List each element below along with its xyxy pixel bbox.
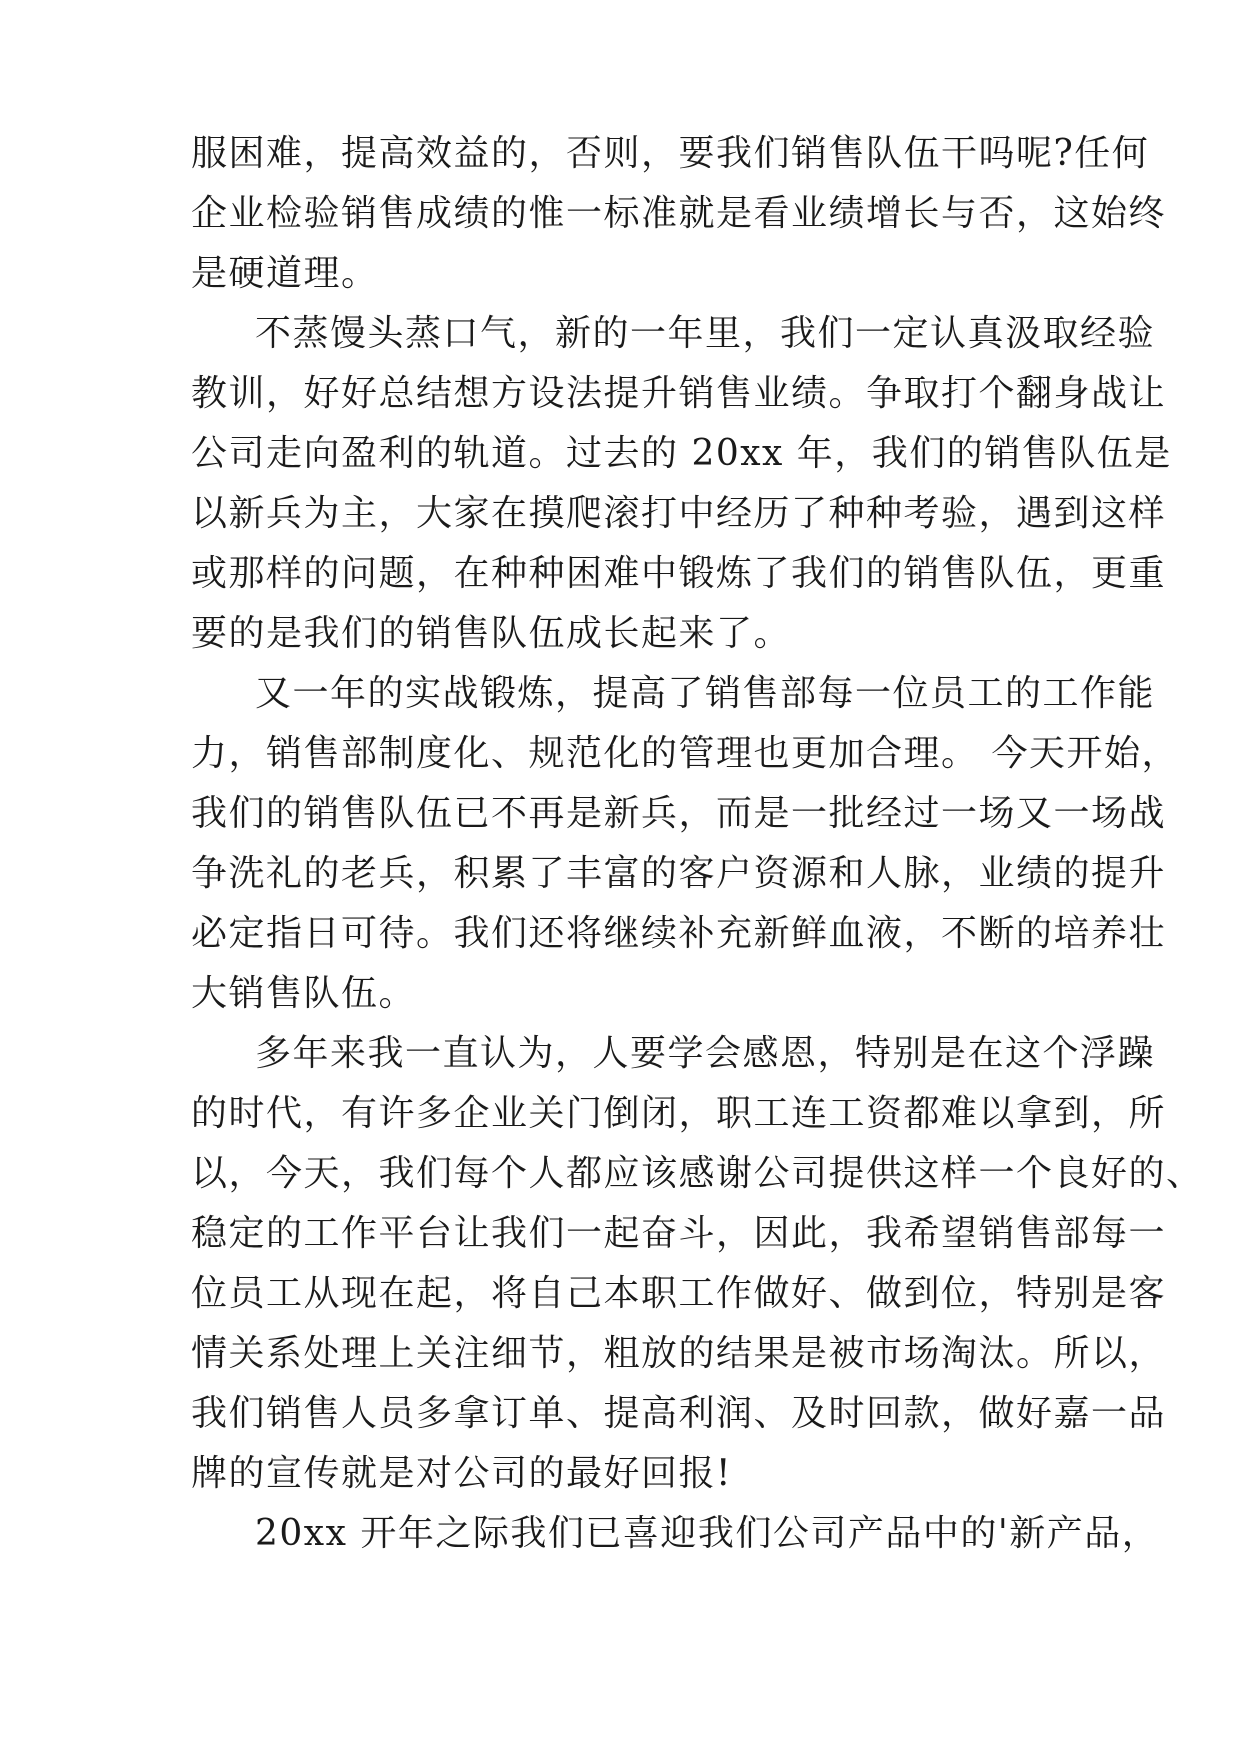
- paragraph-1: [191, 124, 1167, 304]
- paragraph-5: [191, 1504, 1160, 1564]
- paragraph-4: [191, 1024, 1204, 1504]
- text-line: 20xx 开年之际我们已喜迎我们公司产品中的'新产品，: [255, 1513, 1160, 1554]
- document-body: [191, 124, 1204, 1564]
- text-line: 公司走向盈利的轨道。过去的 20xx 年，我们的销售队伍是: [191, 433, 1172, 474]
- text-line: 是硬道理。: [191, 253, 379, 294]
- text-line: 服困难，提高效益的，否则，要我们销售队伍干吗呢?任何: [191, 133, 1150, 174]
- paragraph-2: [191, 304, 1172, 664]
- text-line: 要的是我们的销售队伍成长起来了。: [191, 613, 792, 654]
- text-line: 的时代，有许多企业关门倒闭，职工连工资都难以拿到，所: [191, 1093, 1167, 1134]
- paragraph-3: [191, 664, 1179, 1024]
- text-line: 企业检验销售成绩的惟一标准就是看业绩增长与否，这始终: [191, 193, 1167, 234]
- text-line: 又一年的实战锻炼，提高了销售部每一位员工的工作能: [255, 673, 1156, 714]
- text-line: 我们的销售队伍已不再是新兵，而是一批经过一场又一场战: [191, 793, 1167, 834]
- text-line: 以新兵为主，大家在摸爬滚打中经历了种种考验，遇到这样: [191, 493, 1167, 534]
- text-line: 牌的宣传就是对公司的最好回报!: [191, 1453, 732, 1494]
- text-line: 稳定的工作平台让我们一起奋斗，因此，我希望销售部每一: [191, 1213, 1167, 1254]
- text-line: 争洗礼的老兵，积累了丰富的客户资源和人脉，业绩的提升: [191, 853, 1167, 894]
- text-line: 力，销售部制度化、规范化的管理也更加合理。 今天开始，: [191, 733, 1179, 774]
- text-line: 或那样的问题，在种种困难中锻炼了我们的销售队伍，更重: [191, 553, 1167, 594]
- text-line: 必定指日可待。我们还将继续补充新鲜血液，不断的培养壮: [191, 913, 1167, 954]
- text-line: 情关系处理上关注细节，粗放的结果是被市场淘汰。所以，: [191, 1333, 1167, 1374]
- text-line: 不蒸馒头蒸口气，新的一年里，我们一定认真汲取经验: [255, 313, 1156, 354]
- text-line: 多年来我一直认为，人要学会感恩，特别是在这个浮躁: [255, 1033, 1156, 1074]
- text-line: 大销售队伍。: [191, 973, 417, 1014]
- text-line: 我们销售人员多拿订单、提高利润、及时回款，做好嘉一品: [191, 1393, 1167, 1434]
- text-line: 位员工从现在起，将自己本职工作做好、做到位，特别是客: [191, 1273, 1167, 1314]
- text-line: 以，今天，我们每个人都应该感谢公司提供这样一个良好的、: [191, 1153, 1204, 1194]
- text-line: 教训，好好总结想方设法提升销售业绩。争取打个翻身战让: [191, 373, 1167, 414]
